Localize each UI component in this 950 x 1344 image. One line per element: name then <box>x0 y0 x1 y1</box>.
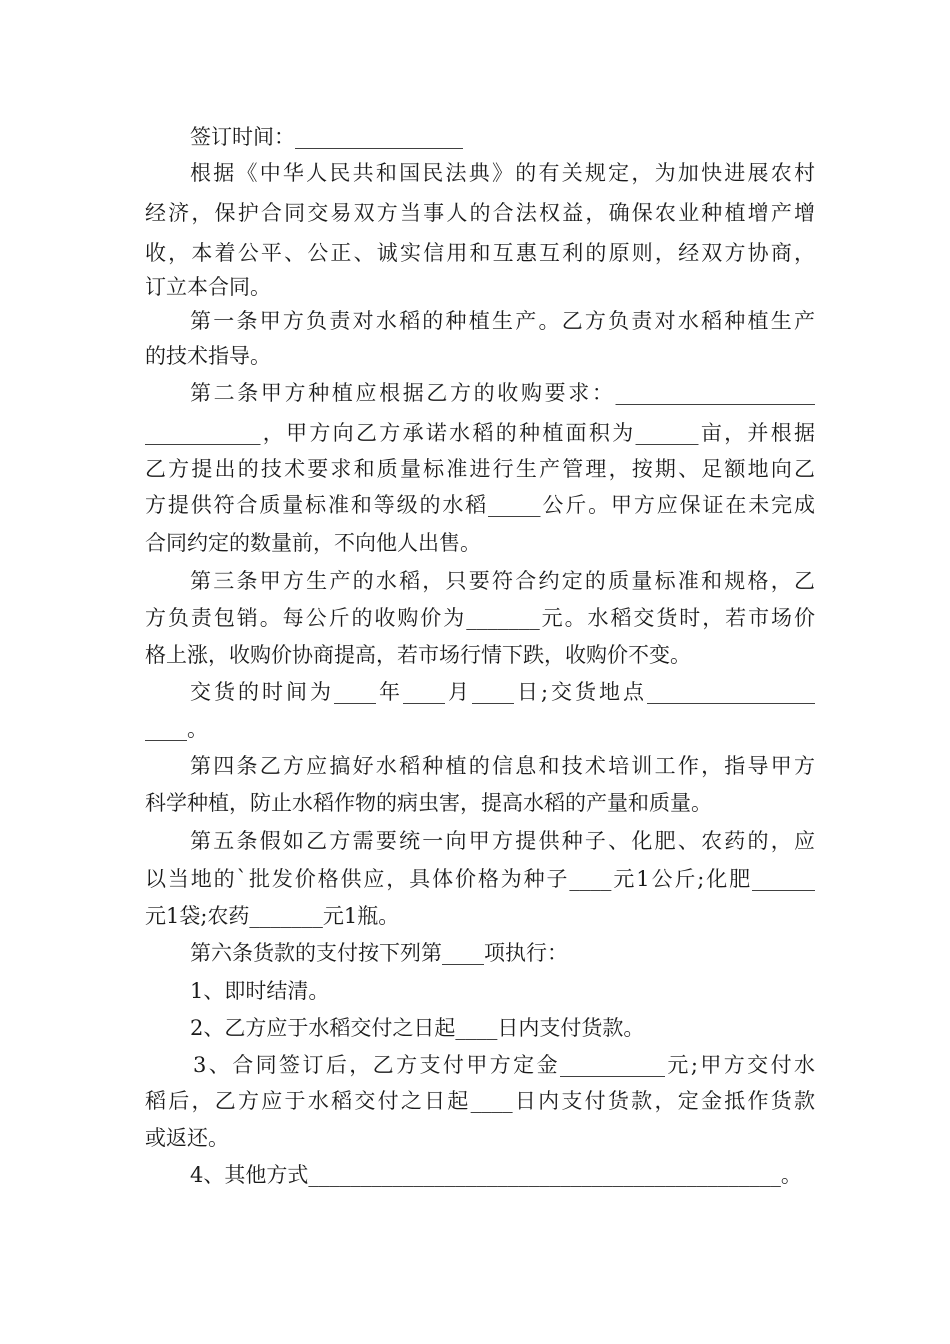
article-2-line-3: 乙方提出的技术要求和质量标准进行生产管理，按期、足额地向乙 <box>145 457 815 481</box>
article-6-line-1: 第六条货款的支付按下列第____项执行： <box>190 941 568 965</box>
article-2-line-5: 合同约定的数量前，不向他人出售。 <box>145 531 481 555</box>
payment-option-3-line-1: 3、合同签订后，乙方支付甲方定金__________元;甲方交付水 <box>193 1053 815 1077</box>
preamble-line-1: 根据《中华人民共和国民法典》的有关规定，为加快进展农村 <box>190 161 815 185</box>
article-3-line-2: 方负责包销。每公斤的收购价为_______元。水稻交货时，若市场价 <box>145 606 815 630</box>
preamble-line-2: 经济，保护合同交易双方当事人的合法权益，确保农业种植增产增 <box>145 201 815 225</box>
payment-option-1: 1、即时结清。 <box>190 979 330 1003</box>
article-1-line-1: 第一条甲方负责对水稻的种植生产。乙方负责对水稻种植生产 <box>190 309 815 333</box>
preamble-line-3: 收，本着公平、公正、诚实信用和互惠互利的原则，经双方协商， <box>145 241 815 265</box>
article-3-line-1: 第三条甲方生产的水稻，只要符合约定的质量标准和规格，乙 <box>190 569 815 593</box>
delivery-line-1: 交货的时间为____年____月____日;交货地点________________ <box>190 680 815 704</box>
signing-date-line: 签订时间：________________ <box>190 125 463 149</box>
article-4-line-2: 科学种植，防止水稻作物的病虫害，提高水稻的产量和质量。 <box>145 791 712 815</box>
article-1-line-2: 的技术指导。 <box>145 344 271 368</box>
article-4-line-1: 第四条乙方应搞好水稻种植的信息和技术培训工作，指导甲方 <box>190 754 815 778</box>
article-5-line-1: 第五条假如乙方需要统一向甲方提供种子、化肥、农药的，应 <box>190 829 815 853</box>
delivery-line-2: ____。 <box>145 717 208 741</box>
article-2-line-4: 方提供符合质量标准和等级的水稻_____公斤。甲方应保证在未完成 <box>145 493 815 517</box>
article-2-line-2: ___________，甲方向乙方承诺水稻的种植面积为______亩，并根据 <box>145 421 815 445</box>
payment-option-3-line-3: 或返还。 <box>145 1126 229 1150</box>
payment-option-3-line-2: 稻后，乙方应于水稻交付之日起____日内支付货款，定金抵作货款 <box>145 1089 815 1113</box>
payment-option-4: 4、其他方式_____________________________________________。 <box>190 1163 802 1187</box>
payment-option-2: 2、乙方应于水稻交付之日起____日内支付货款。 <box>190 1016 645 1040</box>
preamble-line-4: 订立本合同。 <box>145 275 271 299</box>
article-2-line-1: 第二条甲方种植应根据乙方的收购要求：___________________ <box>190 381 815 405</box>
article-5-line-3: 元1袋;农药_______元1瓶。 <box>145 904 400 928</box>
article-3-line-3: 格上涨，收购价协商提高，若市场行情下跌，收购价不变。 <box>145 643 691 667</box>
article-5-line-2: 以当地的`批发价格供应，具体价格为种子____元1公斤;化肥______ <box>145 867 815 891</box>
